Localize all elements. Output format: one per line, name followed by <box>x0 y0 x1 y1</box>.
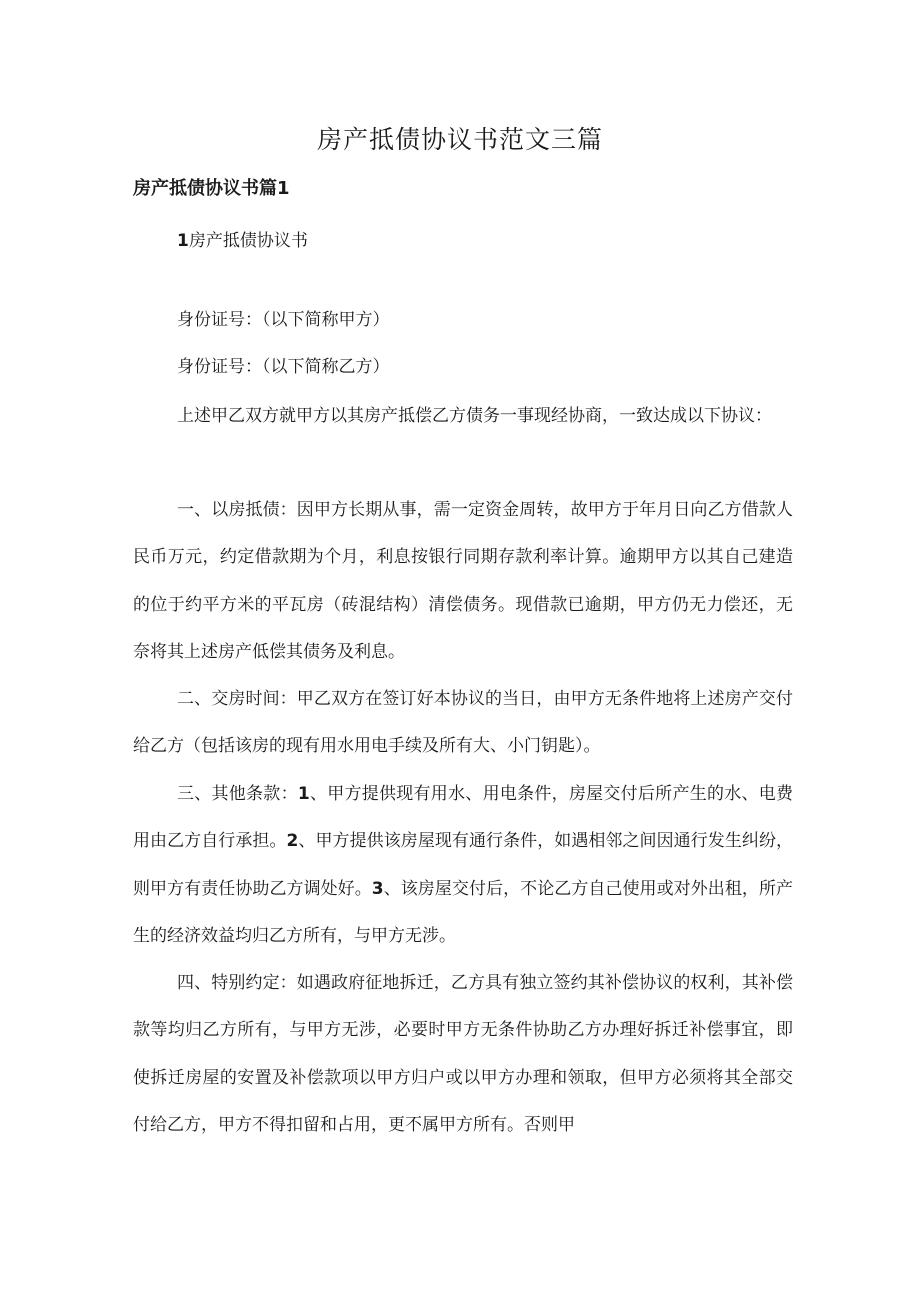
sub-heading-number: 1 <box>177 231 189 251</box>
clause-3-lead: 三、其他条款： <box>177 784 298 804</box>
clause-3-item-1-number: 1 <box>297 784 310 804</box>
clause-3-item-3-number: 3 <box>371 878 384 899</box>
party-a-line: 身份证号：（以下简称甲方） <box>177 310 390 330</box>
intro-paragraph: 上述甲乙双方就甲方以其房产抵偿乙方债务一事现经协商，一致达成以下协议： <box>177 406 772 426</box>
document-title: 房产抵债协议书范文三篇 <box>316 125 603 154</box>
clause-3-item-2-text: 、甲方提供该房屋现有通行条件，如遇相邻之间因通行发生纠纷，则甲方有责任协助乙方调处好。 <box>133 831 794 899</box>
clause-4-paragraph: 四、特别约定：如遇政府征地拆迁，乙方具有独立签约其补偿协议的权利，其补偿款等均归乙方所有，与甲方无涉，必要时甲方无条件协助乙方办理好拆迁补偿事宜，即使拆迁房屋的安置及补偿款项以甲方归户或以甲方办理和领取，但甲方必须将其全部交付给乙方，甲方不得扣留和占用，更不属甲方所有。否则甲 <box>133 973 793 1135</box>
clause-3-item-3-text: 、该房屋交付后，不论乙方自己使用或对外出租，所产生的经济效益均归乙方所有，与甲方无涉。 <box>133 878 794 946</box>
clause-3-item-2-number: 2 <box>286 831 299 852</box>
clause-3-paragraph <box>133 771 793 960</box>
party-b-line: 身份证号：（以下简称乙方） <box>177 357 390 377</box>
clause-3-item-1-text: 、甲方提供现有用水、用电条件，房屋交付后所产生的水、电费用由乙方自行承担。 <box>133 784 794 852</box>
section-heading: 房产抵债协议书篇1 <box>133 178 290 199</box>
sub-heading-text: 房产抵债协议书 <box>188 231 308 251</box>
clause-1-paragraph: 一、以房抵债：因甲方长期从事，需一定资金周转，故甲方于年月日向乙方借款人民币万元，约定借款期为个月，利息按银行同期存款利率计算。逾期甲方以其自己建造的位于约平方米的平瓦房（砖混结构）清偿债务。现借款已逾期，甲方仍无力偿还，无奈将其上述房产低偿其债务及利息。 <box>133 500 793 662</box>
clause-2-paragraph: 二、交房时间：甲乙双方在签订好本协议的当日，由甲方无条件地将上述房产交付给乙方（包括该房的现有用水用电手续及所有大、小门钥匙）。 <box>133 689 793 757</box>
sub-heading <box>177 226 308 256</box>
